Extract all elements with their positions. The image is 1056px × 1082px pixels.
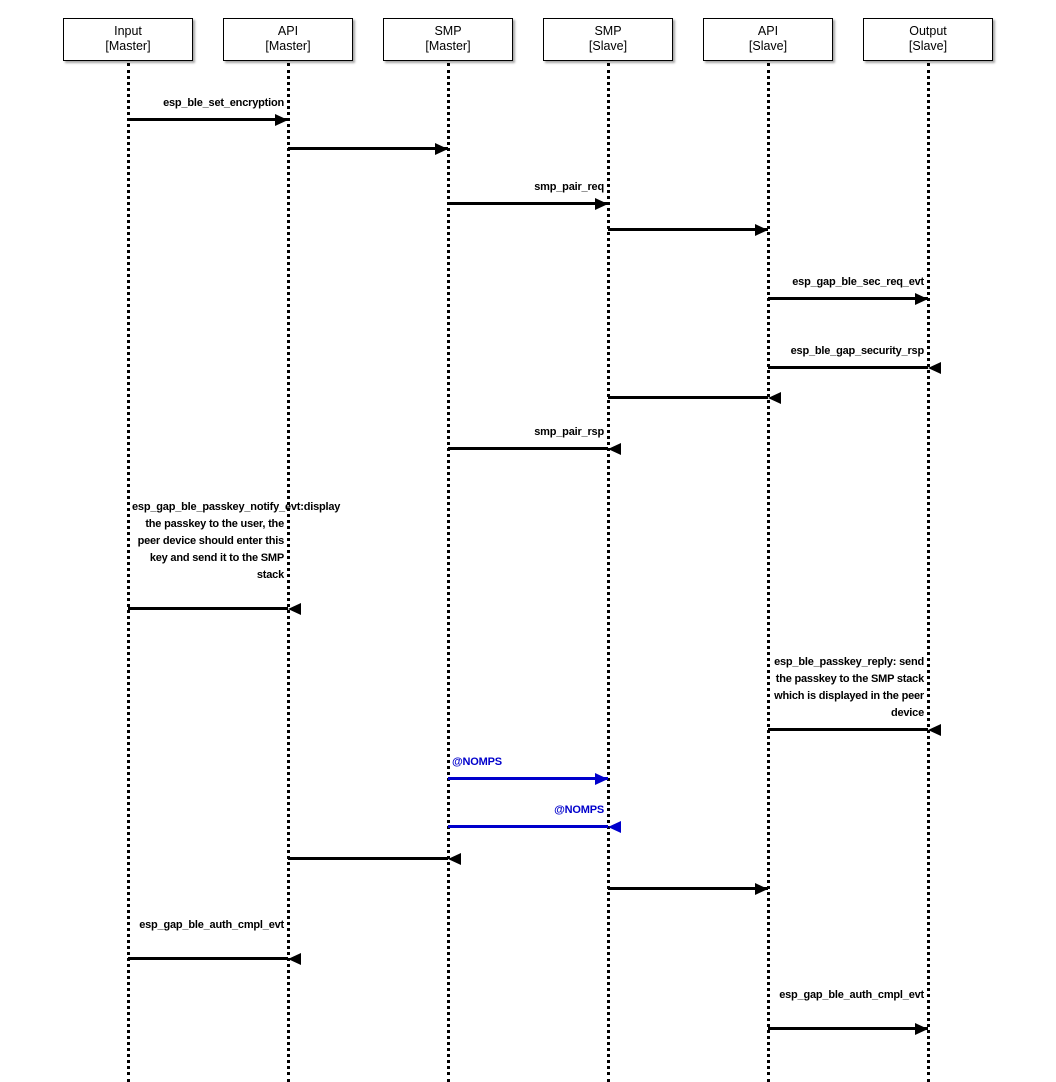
lifeline-instance: [Slave] — [748, 39, 788, 53]
message-arrowhead-6 — [768, 392, 781, 404]
message-label-4: esp_gap_ble_sec_req_evt — [792, 276, 924, 288]
message-arrow-9 — [768, 728, 928, 731]
message-arrowhead-2 — [595, 198, 608, 210]
message-arrowhead-11 — [608, 821, 621, 833]
message-arrow-11 — [448, 825, 608, 828]
lifeline-header-0 — [63, 18, 193, 61]
message-label-2: smp_pair_req — [534, 181, 604, 193]
message-arrowhead-10 — [595, 773, 608, 785]
message-arrow-6 — [608, 396, 768, 399]
message-arrow-15 — [768, 1027, 928, 1030]
lifeline-axis-1 — [287, 63, 290, 1082]
message-arrow-1 — [288, 147, 448, 150]
lifeline-role: Input — [114, 24, 142, 38]
message-arrow-3 — [608, 228, 768, 231]
message-arrow-7 — [448, 447, 608, 450]
lifeline-header-1 — [223, 18, 353, 61]
lifeline-axis-4 — [767, 63, 770, 1082]
message-arrowhead-15 — [915, 1023, 928, 1035]
message-arrow-10 — [448, 777, 608, 780]
message-arrowhead-14 — [288, 953, 301, 965]
lifeline-axis-5 — [927, 63, 930, 1082]
message-arrow-4 — [768, 297, 928, 300]
message-arrow-12 — [288, 857, 448, 860]
message-arrowhead-7 — [608, 443, 621, 455]
message-label-14: esp_gap_ble_auth_cmpl_evt — [139, 919, 284, 931]
message-label-0: esp_ble_set_encryption — [163, 97, 284, 109]
message-label-8: esp_gap_ble_passkey_notify_evt:display the passkey to the user, the peer device should enter this key and send it to the SMP stack — [132, 501, 341, 581]
message-arrowhead-9 — [928, 724, 941, 736]
lifeline-instance: [Master] — [265, 39, 311, 53]
message-label-9: esp_ble_passkey_reply: send the passkey to the SMP stack which is displayed in the peer device — [774, 656, 924, 719]
message-label-15: esp_gap_ble_auth_cmpl_evt — [779, 989, 924, 1001]
lifeline-role: API — [757, 24, 779, 38]
message-arrow-13 — [608, 887, 768, 890]
message-arrowhead-13 — [755, 883, 768, 895]
message-label-10: @NOMPS — [452, 756, 502, 768]
lifeline-header-5 — [863, 18, 993, 61]
lifeline-axis-0 — [127, 63, 130, 1082]
lifeline-header-2 — [383, 18, 513, 61]
lifeline-role: SMP — [434, 24, 462, 38]
message-label-11: @NOMPS — [554, 804, 604, 816]
lifeline-header-3 — [543, 18, 673, 61]
lifeline-role: API — [277, 24, 299, 38]
lifeline-instance: [Slave] — [588, 39, 628, 53]
lifeline-axis-2 — [447, 63, 450, 1082]
message-arrowhead-12 — [448, 853, 461, 865]
message-arrowhead-0 — [275, 114, 288, 126]
lifeline-header-4 — [703, 18, 833, 61]
message-label-7: smp_pair_rsp — [534, 426, 604, 438]
message-arrowhead-8 — [288, 603, 301, 615]
message-arrowhead-1 — [435, 143, 448, 155]
lifeline-instance: [Slave] — [908, 39, 948, 53]
message-arrow-0 — [128, 118, 288, 121]
message-arrow-2 — [448, 202, 608, 205]
message-arrowhead-5 — [928, 362, 941, 374]
lifeline-instance: [Master] — [105, 39, 151, 53]
lifeline-instance: [Master] — [425, 39, 471, 53]
lifeline-role: SMP — [594, 24, 622, 38]
message-label-5: esp_ble_gap_security_rsp — [790, 345, 924, 357]
message-arrow-8 — [128, 607, 288, 610]
message-arrow-14 — [128, 957, 288, 960]
lifeline-role: Output — [909, 24, 947, 38]
message-arrowhead-3 — [755, 224, 768, 236]
lifeline-axis-3 — [607, 63, 610, 1082]
message-arrowhead-4 — [915, 293, 928, 305]
message-arrow-5 — [768, 366, 928, 369]
